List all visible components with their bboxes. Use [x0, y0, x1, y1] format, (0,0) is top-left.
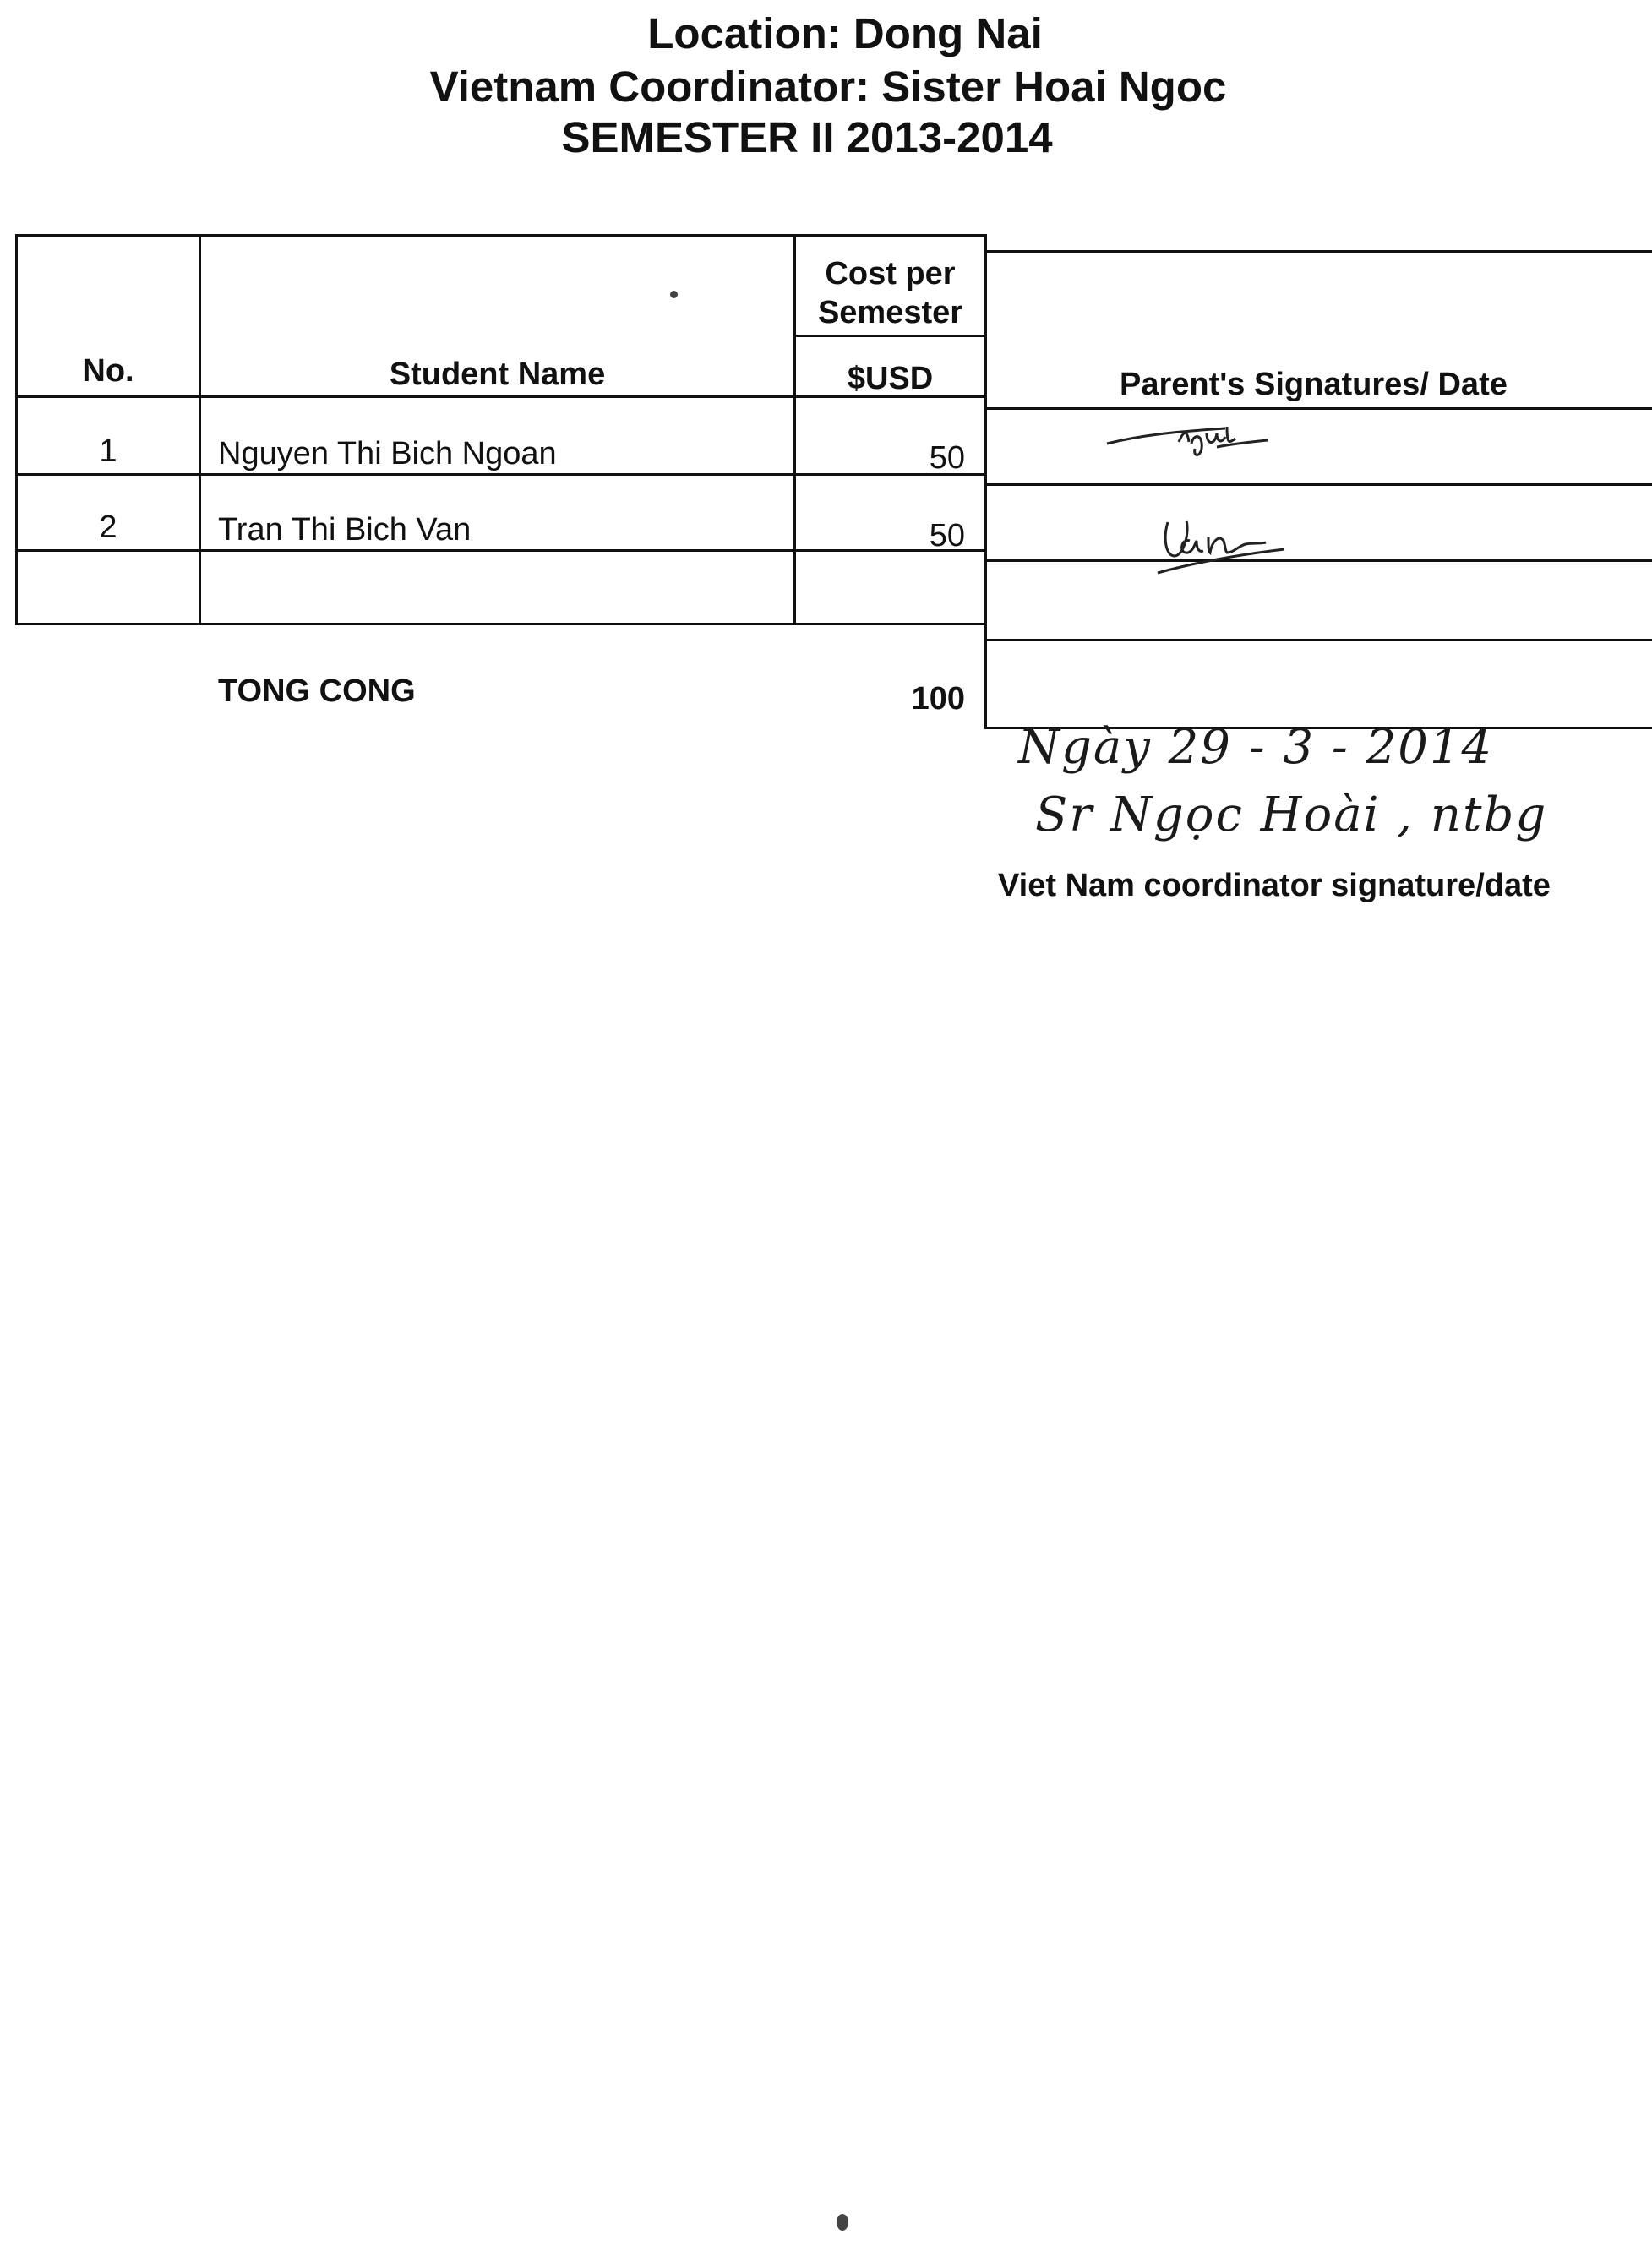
- table-bottom-border: [15, 623, 987, 625]
- scan-speck: [670, 291, 678, 298]
- coordinator-signature-caption: Viet Nam coordinator signature/date: [998, 868, 1551, 903]
- scan-speck: [837, 2214, 848, 2231]
- row1-student-name: Nguyen Thi Bich Ngoan: [218, 436, 557, 471]
- row1-bottom-border-right: [984, 483, 1652, 486]
- name-column-divider: [793, 234, 796, 625]
- location-heading: Location: Dong Nai: [647, 9, 1043, 57]
- header-bottom-border-right: [984, 407, 1652, 410]
- parent-signature-2: [1149, 507, 1310, 579]
- row2-no: 2: [99, 510, 117, 545]
- column-header-no: No.: [82, 353, 134, 389]
- table-top-border-right: [984, 250, 1652, 253]
- parent-signature-1: [1099, 410, 1284, 469]
- cost-column-divider: [984, 234, 987, 729]
- table-top-border: [15, 234, 987, 237]
- cost-header-divider: [795, 335, 986, 337]
- column-header-student-name: Student Name: [389, 357, 606, 392]
- no-column-divider: [199, 234, 201, 625]
- row2-cost: 50: [929, 518, 965, 553]
- table-left-border: [15, 234, 18, 625]
- semester-heading: SEMESTER II 2013-2014: [561, 113, 1053, 161]
- column-header-parent-signatures: Parent's Signatures/ Date: [1120, 367, 1508, 402]
- row1-cost: 50: [929, 440, 965, 476]
- coordinator-heading: Vietnam Coordinator: Sister Hoai Ngoc: [429, 63, 1227, 111]
- column-header-semester: Semester: [817, 295, 963, 330]
- row2-student-name: Tran Thi Bich Van: [218, 512, 472, 548]
- column-header-usd: $USD: [847, 361, 934, 396]
- total-label: TONG CONG: [218, 673, 416, 709]
- coordinator-handwritten-name: Sr Ngọc Hoài , ntbg: [1035, 788, 1548, 842]
- column-header-cost-per: Cost per: [825, 256, 956, 292]
- total-value: 100: [911, 681, 965, 717]
- row1-no: 1: [99, 433, 117, 469]
- table-bottom-border-right: [984, 639, 1652, 641]
- coordinator-handwritten-date: Ngày 29 - 3 - 2014: [1018, 720, 1494, 775]
- row2-bottom-border-right: [984, 559, 1652, 562]
